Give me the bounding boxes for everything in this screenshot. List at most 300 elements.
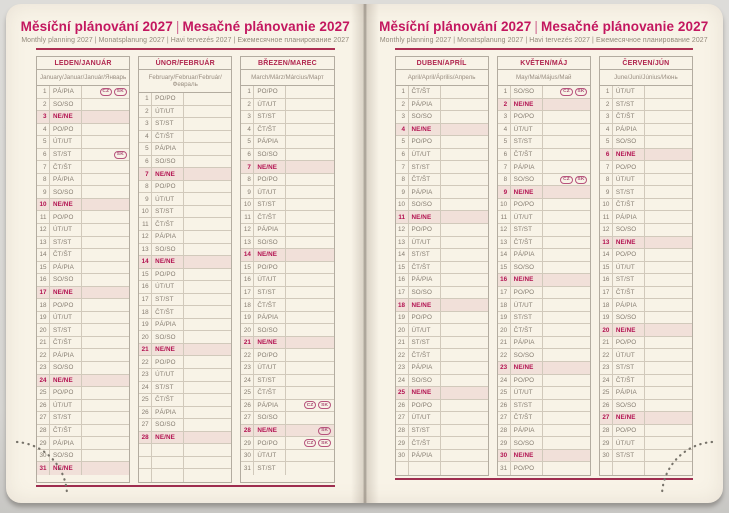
notes-cell — [286, 111, 333, 123]
day-row — [396, 237, 488, 250]
weekday-abbrev: PO/PO — [511, 462, 543, 475]
weekday-abbrev: NE/NE — [254, 161, 286, 173]
notes-cell — [441, 211, 488, 223]
weekday-abbrev: PÁ/PIA — [409, 99, 441, 111]
day-row — [498, 412, 590, 425]
notes-cell — [286, 287, 333, 299]
day-number: 16 — [139, 281, 152, 293]
weekday-abbrev: ČT/ŠT — [409, 262, 441, 274]
notes-cell — [441, 174, 488, 186]
page-left — [6, 4, 365, 503]
day-row — [498, 199, 590, 212]
day-row — [600, 124, 692, 137]
weekday-abbrev: ST/ST — [409, 249, 441, 261]
day-number: 1 — [241, 86, 254, 98]
weekday-abbrev: PO/PO — [254, 349, 286, 361]
weekday-abbrev: ČT/ŠT — [152, 131, 184, 143]
day-number: 24 — [498, 375, 511, 387]
day-row — [396, 199, 488, 212]
weekday-abbrev: ST/ST — [152, 294, 184, 306]
day-row — [396, 299, 488, 312]
notes-cell — [184, 294, 231, 306]
month-column — [497, 56, 591, 476]
weekday-abbrev: NE/NE — [254, 249, 286, 261]
day-number: 27 — [600, 412, 613, 424]
weekday-abbrev: NE/NE — [152, 344, 184, 356]
day-number: 25 — [396, 387, 409, 399]
notes-cell — [441, 324, 488, 336]
day-row — [241, 387, 333, 400]
day-number: 23 — [241, 362, 254, 374]
weekday-abbrev: SO/SO — [613, 224, 645, 236]
day-row — [600, 349, 692, 362]
notes-cell — [441, 437, 488, 449]
holiday-badge-sk: SK — [575, 176, 588, 184]
day-number: 26 — [139, 407, 152, 419]
day-number: 16 — [241, 274, 254, 286]
day-row — [498, 425, 590, 438]
day-row — [37, 124, 129, 137]
day-row — [139, 394, 231, 407]
month-days — [498, 86, 590, 475]
day-number: 24 — [37, 375, 50, 387]
notes-cell — [543, 412, 590, 424]
weekday-abbrev: PO/PO — [152, 356, 184, 368]
day-row — [600, 237, 692, 250]
notes-cell — [286, 412, 333, 424]
day-row — [600, 99, 692, 112]
notes-cell — [286, 312, 333, 324]
holiday-badge-sk: SK — [575, 88, 588, 96]
weekday-abbrev: ÚT/UT — [50, 224, 82, 236]
day-row — [139, 306, 231, 319]
day-row — [241, 412, 333, 425]
day-number: 30 — [396, 450, 409, 462]
day-number: 27 — [37, 412, 50, 424]
day-row — [241, 274, 333, 287]
weekday-abbrev: PO/PO — [409, 400, 441, 412]
notes-cell — [82, 387, 129, 399]
day-row — [600, 400, 692, 413]
day-number: 29 — [396, 437, 409, 449]
weekday-abbrev: SO/SO — [254, 237, 286, 249]
day-number: 2 — [396, 99, 409, 111]
weekday-abbrev: ÚT/UT — [152, 106, 184, 118]
weekday-abbrev: ST/ST — [254, 111, 286, 123]
day-number: 13 — [396, 237, 409, 249]
day-row — [600, 111, 692, 124]
day-number: 24 — [139, 382, 152, 394]
day-number: 3 — [241, 111, 254, 123]
day-row — [396, 400, 488, 413]
weekday-abbrev: SO/SO — [254, 324, 286, 336]
notes-cell — [82, 400, 129, 412]
notes-cell — [441, 111, 488, 123]
day-row — [600, 312, 692, 325]
weekday-abbrev: ÚT/UT — [613, 262, 645, 274]
day-row — [241, 262, 333, 275]
weekday-abbrev: ČT/ŠT — [254, 211, 286, 223]
day-number: 13 — [600, 237, 613, 249]
holiday-badge-sk: SK — [114, 151, 127, 159]
day-row — [241, 425, 333, 438]
weekday-abbrev: NE/NE — [409, 387, 441, 399]
weekday-abbrev: SO/SO — [613, 136, 645, 148]
day-row — [37, 274, 129, 287]
day-number: 25 — [37, 387, 50, 399]
day-row — [498, 287, 590, 300]
notes-cell — [645, 237, 692, 249]
weekday-abbrev: PO/PO — [50, 124, 82, 136]
notes-cell — [286, 299, 333, 311]
weekday-abbrev: NE/NE — [511, 99, 543, 111]
notes-cell — [82, 425, 129, 437]
day-number: 14 — [37, 249, 50, 261]
day-row — [37, 362, 129, 375]
day-number: 9 — [396, 186, 409, 198]
day-number: 15 — [498, 262, 511, 274]
notes-cell — [184, 444, 231, 456]
weekday-abbrev: PÁ/PIA — [511, 161, 543, 173]
notes-cell — [441, 186, 488, 198]
months-container — [395, 56, 694, 476]
day-number: 6 — [139, 156, 152, 168]
day-row — [139, 319, 231, 332]
notes-cell — [645, 199, 692, 211]
weekday-abbrev: ÚT/UT — [511, 387, 543, 399]
notes-cell — [441, 450, 488, 462]
weekday-abbrev: PÁ/PIA — [613, 211, 645, 223]
day-row — [37, 136, 129, 149]
day-number: 29 — [600, 437, 613, 449]
notes-cell — [286, 86, 333, 98]
day-number: 5 — [600, 136, 613, 148]
day-number: 20 — [37, 324, 50, 336]
notes-cell — [441, 299, 488, 311]
day-number: 23 — [37, 362, 50, 374]
day-number: 28 — [396, 425, 409, 437]
weekday-abbrev: SO/SO — [613, 400, 645, 412]
day-row — [37, 149, 129, 162]
day-number: 1 — [498, 86, 511, 98]
weekday-abbrev: ST/ST — [613, 450, 645, 462]
page-subtitle: Monthly planning 2027 | Monatsplanung 2027 | Havi tervezés 2027 | Ежемесячное планирование 2027 — [21, 37, 350, 44]
weekday-abbrev: ČT/ŠT — [613, 199, 645, 211]
day-number: 10 — [498, 199, 511, 211]
notes-cell — [543, 337, 590, 349]
weekday-abbrev: ST/ST — [50, 237, 82, 249]
day-row — [396, 425, 488, 438]
table-bottom-rule — [395, 478, 694, 480]
day-row — [600, 186, 692, 199]
day-number: 9 — [37, 186, 50, 198]
day-number: 16 — [396, 274, 409, 286]
day-row — [396, 161, 488, 174]
notes-cell — [184, 193, 231, 205]
day-row — [600, 211, 692, 224]
notes-cell — [543, 111, 590, 123]
month-translations: January/Januar/Január/Январь — [37, 70, 129, 86]
day-row — [37, 161, 129, 174]
notes-cell — [543, 450, 590, 462]
day-row — [396, 262, 488, 275]
day-row — [600, 437, 692, 450]
notes-cell — [82, 111, 129, 123]
day-row — [139, 369, 231, 382]
notes-cell — [645, 186, 692, 198]
page-title-slovak: Mesačné plánovanie 2027 — [540, 19, 709, 34]
month-column — [138, 56, 232, 483]
subtitle-rule — [36, 48, 335, 50]
notes-cell — [82, 437, 129, 449]
day-number: 25 — [498, 387, 511, 399]
day-row — [396, 174, 488, 187]
weekday-abbrev: PO/PO — [254, 262, 286, 274]
notes-cell — [441, 462, 488, 475]
subtitle-rule — [395, 48, 694, 50]
day-row — [498, 224, 590, 237]
weekday-abbrev: SO/SO — [50, 450, 82, 462]
weekday-abbrev: ÚT/UT — [152, 369, 184, 381]
weekday-abbrev: SO/SO — [511, 349, 543, 361]
weekday-abbrev: ST/ST — [254, 287, 286, 299]
day-number: 16 — [37, 274, 50, 286]
weekday-abbrev: ČT/ŠT — [409, 437, 441, 449]
notes-cell — [184, 331, 231, 343]
weekday-abbrev: ST/ST — [152, 206, 184, 218]
weekday-abbrev: NE/NE — [50, 462, 82, 475]
empty-row — [139, 444, 231, 457]
day-number: 19 — [241, 312, 254, 324]
day-row — [498, 362, 590, 375]
notes-cell — [645, 425, 692, 437]
day-number: 4 — [396, 124, 409, 136]
day-number — [139, 444, 152, 456]
weekday-abbrev: PÁ/PIA — [152, 231, 184, 243]
holiday-badge-cz: CZ — [304, 439, 316, 447]
day-number: 26 — [37, 400, 50, 412]
page-title — [6, 19, 365, 35]
notes-cell — [645, 274, 692, 286]
notes-cell — [286, 99, 333, 111]
month-days — [241, 86, 333, 482]
notes-cell — [286, 362, 333, 374]
notes-cell — [441, 199, 488, 211]
day-number: 14 — [498, 249, 511, 261]
weekday-abbrev: PO/PO — [152, 93, 184, 105]
day-number: 22 — [37, 349, 50, 361]
weekday-abbrev: ST/ST — [511, 136, 543, 148]
day-row — [600, 274, 692, 287]
day-row — [396, 375, 488, 388]
day-number: 7 — [37, 161, 50, 173]
day-number: 5 — [241, 136, 254, 148]
notes-cell — [441, 249, 488, 261]
notes-cell — [645, 362, 692, 374]
notes-cell — [543, 149, 590, 161]
weekday-abbrev: ČT/ŠT — [511, 149, 543, 161]
day-number: 6 — [600, 149, 613, 161]
notes-cell — [543, 237, 590, 249]
notes-cell — [645, 161, 692, 173]
day-row — [396, 412, 488, 425]
day-number: 23 — [139, 369, 152, 381]
weekday-abbrev: ČT/ŠT — [50, 161, 82, 173]
title-divider: | — [175, 19, 180, 34]
day-number — [139, 469, 152, 482]
day-row — [498, 375, 590, 388]
weekday-abbrev: PÁ/PIA — [511, 337, 543, 349]
weekday-abbrev: ČT/ŠT — [50, 249, 82, 261]
day-row — [241, 249, 333, 262]
weekday-abbrev: NE/NE — [254, 425, 286, 437]
day-number: 24 — [600, 375, 613, 387]
weekday-abbrev: ST/ST — [254, 199, 286, 211]
day-number: 12 — [241, 224, 254, 236]
day-row — [139, 331, 231, 344]
notes-cell — [543, 211, 590, 223]
day-row — [139, 156, 231, 169]
notes-cell — [543, 99, 590, 111]
weekday-abbrev: PÁ/PIA — [613, 299, 645, 311]
notes-cell — [286, 237, 333, 249]
weekday-abbrev: NE/NE — [511, 362, 543, 374]
notes-cell — [82, 224, 129, 236]
day-number: 26 — [600, 400, 613, 412]
weekday-abbrev: PO/PO — [50, 211, 82, 223]
day-row — [600, 249, 692, 262]
weekday-abbrev: NE/NE — [50, 111, 82, 123]
notes-cell — [441, 224, 488, 236]
notes-cell — [286, 149, 333, 161]
weekday-abbrev: ÚT/UT — [152, 193, 184, 205]
weekday-abbrev: ČT/ŠT — [409, 174, 441, 186]
day-number: 10 — [241, 199, 254, 211]
day-row — [139, 106, 231, 119]
day-row — [498, 387, 590, 400]
weekday-abbrev: ÚT/UT — [511, 299, 543, 311]
weekday-abbrev: NE/NE — [50, 375, 82, 387]
weekday-abbrev: PO/PO — [613, 249, 645, 261]
weekday-abbrev: SO/SO — [409, 375, 441, 387]
day-number: 3 — [498, 111, 511, 123]
day-row — [241, 375, 333, 388]
day-row — [37, 425, 129, 438]
weekday-abbrev: ÚT/UT — [254, 274, 286, 286]
notes-cell — [645, 437, 692, 449]
weekday-abbrev: SO/SO — [511, 86, 543, 98]
day-row — [37, 400, 129, 413]
weekday-abbrev: PÁ/PIA — [254, 136, 286, 148]
weekday-abbrev: ÚT/UT — [409, 237, 441, 249]
day-number: 28 — [600, 425, 613, 437]
day-number: 18 — [396, 299, 409, 311]
day-row — [396, 437, 488, 450]
day-number: 29 — [37, 437, 50, 449]
notes-cell — [184, 168, 231, 180]
day-row — [396, 136, 488, 149]
day-number: 1 — [37, 86, 50, 98]
notes-cell — [441, 375, 488, 387]
weekday-abbrev: PÁ/PIA — [152, 143, 184, 155]
day-number: 7 — [600, 161, 613, 173]
day-number: 11 — [396, 211, 409, 223]
weekday-abbrev: SO/SO — [511, 437, 543, 449]
day-number: 2 — [498, 99, 511, 111]
weekday-abbrev: NE/NE — [409, 299, 441, 311]
notes-cell — [543, 224, 590, 236]
weekday-abbrev: PÁ/PIA — [409, 274, 441, 286]
notes-cell — [82, 312, 129, 324]
notes-cell — [184, 156, 231, 168]
weekday-abbrev: PÁ/PIA — [254, 400, 286, 412]
weekday-abbrev: ÚT/UT — [613, 174, 645, 186]
notes-cell — [645, 224, 692, 236]
notes-cell — [82, 186, 129, 198]
day-row — [241, 324, 333, 337]
day-row — [600, 375, 692, 388]
weekday-abbrev: ČT/ŠT — [254, 387, 286, 399]
notes-cell — [82, 249, 129, 261]
day-number: 11 — [600, 211, 613, 223]
weekday-abbrev: ÚT/UT — [152, 281, 184, 293]
day-row — [139, 407, 231, 420]
day-row — [241, 337, 333, 350]
notes-cell — [82, 362, 129, 374]
day-number — [139, 457, 152, 469]
day-number: 15 — [396, 262, 409, 274]
weekday-abbrev: PO/PO — [613, 425, 645, 437]
weekday-abbrev: ÚT/UT — [254, 99, 286, 111]
day-row — [498, 136, 590, 149]
notes-cell — [645, 387, 692, 399]
notes-cell — [184, 218, 231, 230]
notes-cell — [543, 387, 590, 399]
month-days — [396, 86, 488, 475]
weekday-abbrev: PO/PO — [613, 161, 645, 173]
day-number: 3 — [139, 118, 152, 130]
weekday-abbrev: ST/ST — [50, 324, 82, 336]
notes-cell — [286, 174, 333, 186]
notes-cell — [441, 312, 488, 324]
day-row — [498, 99, 590, 112]
weekday-abbrev: NE/NE — [511, 186, 543, 198]
weekday-abbrev: SO/SO — [511, 174, 543, 186]
weekday-abbrev: ÚT/UT — [409, 412, 441, 424]
day-row — [139, 256, 231, 269]
notes-cell — [184, 106, 231, 118]
day-number: 25 — [600, 387, 613, 399]
weekday-abbrev: ÚT/UT — [254, 450, 286, 462]
notes-cell — [184, 231, 231, 243]
notes-cell — [82, 412, 129, 424]
day-number: 5 — [37, 136, 50, 148]
day-number: 14 — [396, 249, 409, 261]
day-row — [396, 349, 488, 362]
day-row — [37, 174, 129, 187]
notes-cell — [645, 86, 692, 98]
day-row — [241, 312, 333, 325]
weekday-abbrev: NE/NE — [152, 168, 184, 180]
day-number: 28 — [498, 425, 511, 437]
weekday-abbrev: SO/SO — [254, 149, 286, 161]
weekday-abbrev: ST/ST — [409, 425, 441, 437]
weekday-abbrev: NE/NE — [409, 211, 441, 223]
notes-cell — [184, 118, 231, 130]
day-row — [37, 437, 129, 450]
month-days — [600, 86, 692, 475]
day-row — [241, 161, 333, 174]
